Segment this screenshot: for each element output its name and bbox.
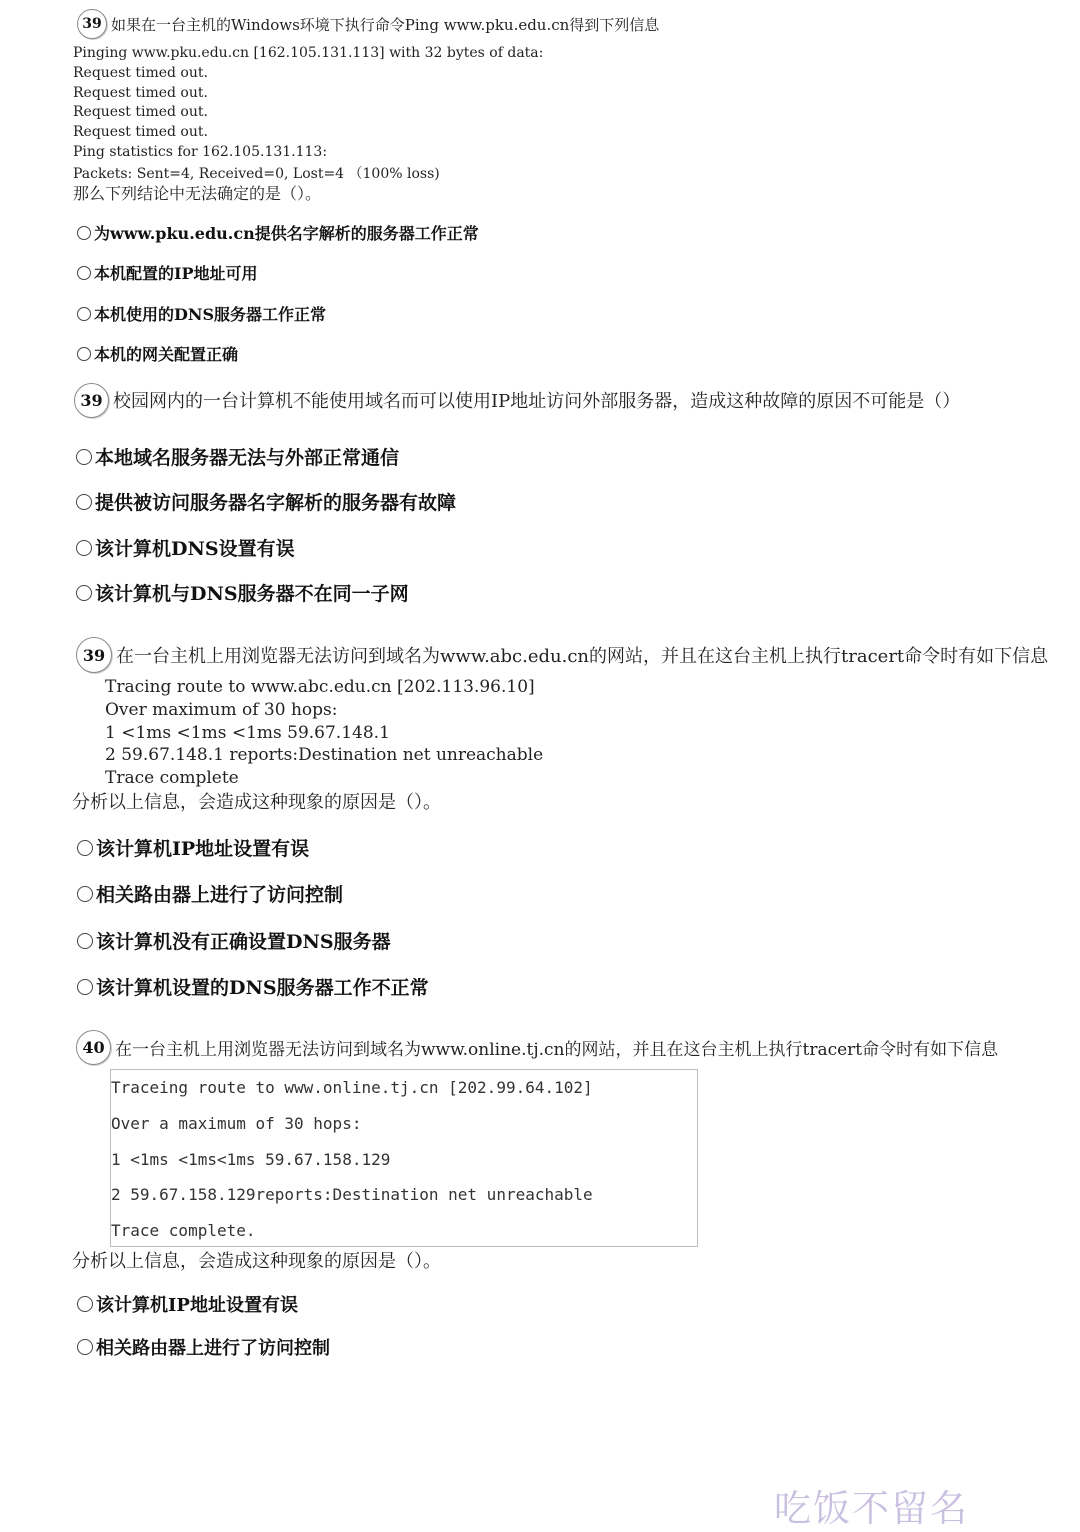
radio-button[interactable]	[77, 307, 91, 321]
tracert-output-line: Trace complete.	[111, 1221, 256, 1240]
radio-button[interactable]	[76, 494, 92, 510]
question-1-output-line: Ping statistics for 162.105.131.113:	[73, 144, 328, 160]
question-3-option-d[interactable]	[77, 973, 429, 1000]
radio-button[interactable]	[76, 449, 92, 465]
tracert-output-line: 1 <1ms <1ms<1ms 59.67.158.129	[111, 1150, 391, 1169]
question-1-output-line: Request timed out.	[73, 104, 208, 120]
radio-button[interactable]	[77, 266, 91, 280]
question-4-prompt: 分析以上信息，会造成这种现象的原因是（）。	[72, 1251, 441, 1272]
tracert-output-line: Traceing route to www.online.tj.cn [202.99.64.102]	[111, 1078, 593, 1097]
radio-button[interactable]	[76, 540, 92, 556]
question-4-header	[76, 1029, 998, 1065]
question-2-option-d[interactable]	[76, 579, 409, 606]
radio-button[interactable]	[77, 886, 93, 902]
question-2-number: 39	[74, 383, 109, 418]
question-1-header	[77, 9, 659, 39]
tracert-output-line: 2 59.67.158.129reports:Destination net unreachable	[111, 1185, 593, 1204]
question-2-header	[74, 382, 960, 418]
option-label: 该计算机DNS设置有误	[95, 538, 295, 560]
option-label: 本地域名服务器无法与外部正常通信	[95, 447, 400, 469]
question-1-prompt: 那么下列结论中无法确定的是（）。	[73, 184, 322, 203]
question-1-output-line: Pinging www.pku.edu.cn [162.105.131.113] with 32 bytes of data:	[73, 45, 544, 61]
question-3-output-line: Trace complete	[105, 768, 239, 788]
question-2-option-b[interactable]	[76, 488, 456, 515]
question-1-option-d[interactable]	[77, 342, 238, 365]
question-3-output-line: Over maximum of 30 hops:	[105, 700, 338, 720]
option-label: 该计算机设置的DNS服务器工作不正常	[96, 977, 429, 999]
watermark: 吃饭不留名	[774, 1487, 969, 1530]
question-1-option-a[interactable]	[77, 221, 479, 244]
question-4-option-a[interactable]	[77, 1291, 298, 1317]
question-1-option-c[interactable]	[77, 302, 326, 325]
question-3-option-a[interactable]	[77, 834, 309, 861]
question-3-output-line: 1 <1ms <1ms <1ms 59.67.148.1	[105, 723, 390, 743]
question-1-output-line: Request timed out.	[73, 124, 208, 140]
question-1-output-line: Packets: Sent=4, Received=0, Lost=4 （100% loss)	[73, 166, 440, 182]
tracert-output-box	[110, 1069, 698, 1247]
radio-button[interactable]	[77, 347, 91, 361]
option-label: 为www.pku.edu.cn提供名字解析的服务器工作正常	[94, 224, 479, 243]
radio-button[interactable]	[77, 979, 93, 995]
question-1-output-line: Request timed out.	[73, 85, 208, 101]
option-label: 该计算机没有正确设置DNS服务器	[96, 931, 391, 953]
question-3-option-c[interactable]	[77, 927, 391, 954]
question-3-option-b[interactable]	[77, 880, 343, 907]
question-3-number: 39	[76, 637, 112, 673]
question-1-title: 如果在一台主机的Windows环境下执行命令Ping www.pku.edu.cn得到下列信息	[111, 15, 660, 34]
option-label: 该计算机IP地址设置有误	[96, 838, 310, 860]
question-3-prompt: 分析以上信息，会造成这种现象的原因是（）。	[72, 792, 441, 813]
question-2-title: 校园网内的一台计算机不能使用域名而可以使用IP地址访问外部服务器，造成这种故障的原因不可能是（）	[113, 391, 961, 412]
option-label: 本机配置的IP地址可用	[94, 264, 258, 283]
radio-button[interactable]	[76, 585, 92, 601]
question-3-title: 在一台主机上用浏览器无法访问到域名为www.abc.edu.cn的网站，并且在这台主机上执行tracert命令时有如下信息	[116, 646, 1049, 667]
option-label: 相关路由器上进行了访问控制	[96, 1338, 330, 1359]
tracert-output-line: Over a maximum of 30 hops:	[111, 1114, 362, 1133]
question-1-option-b[interactable]	[77, 261, 258, 284]
option-label: 该计算机IP地址设置有误	[96, 1295, 298, 1316]
radio-button[interactable]	[77, 840, 93, 856]
question-3-output-line: Tracing route to www.abc.edu.cn [202.113.96.10]	[105, 677, 535, 697]
question-4-number: 40	[76, 1030, 111, 1065]
option-label: 本机的网关配置正确	[94, 345, 239, 364]
question-1-number: 39	[77, 9, 107, 39]
question-4-title: 在一台主机上用浏览器无法访问到域名为www.online.tj.cn的网站，并且在这台主机上执行tracert命令时有如下信息	[115, 1039, 999, 1060]
option-label: 提供被访问服务器名字解析的服务器有故障	[95, 492, 457, 514]
question-2-option-c[interactable]	[76, 534, 295, 561]
question-3-header	[76, 636, 1048, 674]
radio-button[interactable]	[77, 933, 93, 949]
option-label: 本机使用的DNS服务器工作正常	[94, 305, 327, 324]
question-4-option-b[interactable]	[77, 1334, 330, 1360]
question-1-output-line: Request timed out.	[73, 65, 208, 81]
radio-button[interactable]	[77, 1296, 93, 1312]
radio-button[interactable]	[77, 1339, 93, 1355]
option-label: 相关路由器上进行了访问控制	[96, 884, 344, 906]
question-2-option-a[interactable]	[76, 443, 399, 470]
radio-button[interactable]	[77, 226, 91, 240]
question-3-output-line: 2 59.67.148.1 reports:Destination net unreachable	[105, 745, 544, 765]
option-label: 该计算机与DNS服务器不在同一子网	[95, 583, 409, 605]
